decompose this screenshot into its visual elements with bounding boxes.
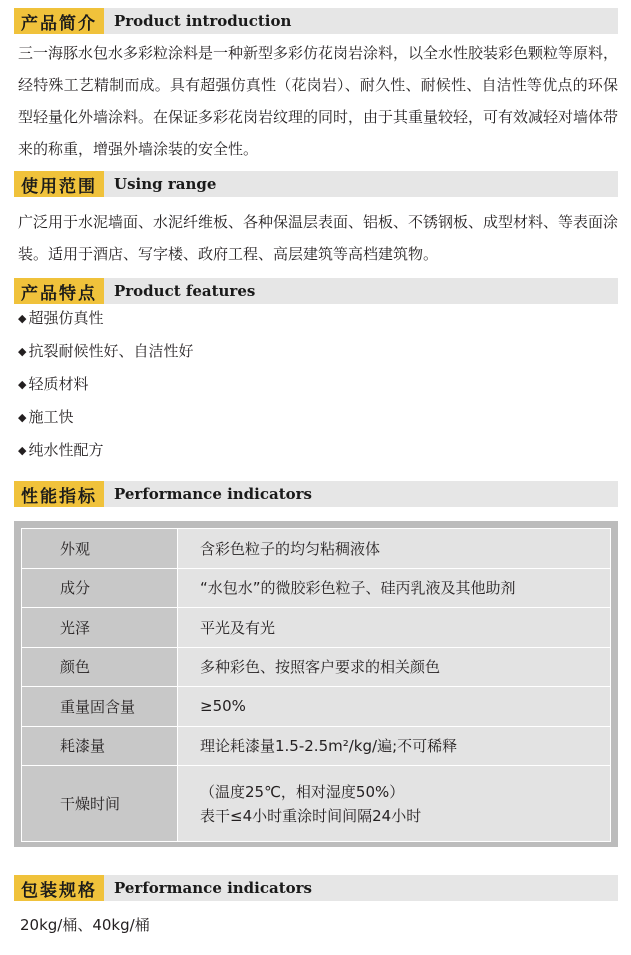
feature-item-label: 超强仿真性 xyxy=(28,309,104,327)
drying-condition-line: （温度25℃，相对湿度50%） xyxy=(200,782,405,801)
packaging-header-cn: 包装规格 xyxy=(14,875,104,901)
table-cell-label: 光泽 xyxy=(22,608,178,648)
performance-table xyxy=(14,521,618,847)
diamond-bullet-icon: ◆ xyxy=(18,345,27,358)
intro-header-cn: 产品简介 xyxy=(14,8,104,34)
drying-time-line: 表干≤4小时重涂时间间隔24小时 xyxy=(200,806,422,825)
table-row xyxy=(22,687,611,727)
table-row xyxy=(22,766,611,842)
feature-item-label: 轻质材料 xyxy=(28,375,89,393)
table-row xyxy=(22,529,611,569)
using-section-header xyxy=(14,171,618,197)
diamond-bullet-icon: ◆ xyxy=(18,378,27,391)
feature-item-label: 施工快 xyxy=(28,408,74,426)
diamond-bullet-icon: ◆ xyxy=(18,444,27,457)
performance-header-en: Performance indicators xyxy=(114,485,313,503)
features-list xyxy=(18,302,193,467)
table-cell-label: 外观 xyxy=(22,529,178,569)
feature-item-label: 纯水性配方 xyxy=(28,441,104,459)
table-cell-value: 含彩色粒子的均匀粘稠液体 xyxy=(178,529,611,569)
table-cell-label: 成分 xyxy=(22,568,178,608)
using-header-cn: 使用范围 xyxy=(14,171,104,197)
diamond-bullet-icon: ◆ xyxy=(18,411,27,424)
intro-header-en: Product introduction xyxy=(114,12,292,30)
using-text: 广泛用于水泥墙面、水泥纤维板、各种保温层表面、铝板、不锈钢板、成型材料、等表面涂装。适用于酒店、写字楼、政府工程、高层建筑等高档建筑物。 xyxy=(18,213,619,263)
feature-item xyxy=(18,434,193,467)
features-section-header xyxy=(14,278,618,304)
table-row xyxy=(22,568,611,608)
table-row xyxy=(22,726,611,766)
table-cell-value: “水包水”的微胶彩色粒子、硅丙乳液及其他助剂 xyxy=(178,568,611,608)
table-cell-value xyxy=(178,766,611,842)
table-cell-label: 重量固含量 xyxy=(22,687,178,727)
table-row xyxy=(22,647,611,687)
feature-item-label: 抗裂耐候性好、自洁性好 xyxy=(28,342,194,360)
table-cell-value: 理论耗漆量1.5-2.5m²/kg/遍;不可稀释 xyxy=(178,726,611,766)
diamond-bullet-icon: ◆ xyxy=(18,312,27,325)
intro-text: 三一海豚水包水多彩粒涂料是一种新型多彩仿花岗岩涂料，以全水性胶装彩色颗粒等原料，经特殊工艺精制而成。具有超强仿真性（花岗岩）、耐久性、耐候性、自洁性等优点的环保型轻量化外墙涂料。在保证多彩花岗岩纹理的同时，由于其重量较轻，可有效减轻对墙体带来的称重，增强外墙涂装的安全性。 xyxy=(18,44,619,158)
features-header-cn: 产品特点 xyxy=(14,278,104,304)
table-cell-label: 耗漆量 xyxy=(22,726,178,766)
table-cell-label: 颜色 xyxy=(22,647,178,687)
features-header-en: Product features xyxy=(114,282,256,300)
intro-section-header xyxy=(14,8,618,34)
table-cell-value: 平光及有光 xyxy=(178,608,611,648)
packaging-header-en: Performance indicators xyxy=(114,879,313,897)
feature-item xyxy=(18,302,193,335)
packaging-text: 20kg/桶、40kg/桶 xyxy=(20,916,150,934)
packaging-section-header xyxy=(14,875,618,901)
performance-header-cn: 性能指标 xyxy=(14,481,104,507)
table-cell-value: 多种彩色、按照客户要求的相关颜色 xyxy=(178,647,611,687)
feature-item xyxy=(18,401,193,434)
performance-section-header xyxy=(14,481,618,507)
feature-item xyxy=(18,368,193,401)
table-cell-value: ≥50% xyxy=(178,687,611,727)
table-row xyxy=(22,608,611,648)
feature-item xyxy=(18,335,193,368)
table-cell-label: 干燥时间 xyxy=(22,766,178,842)
using-header-en: Using range xyxy=(114,175,217,193)
